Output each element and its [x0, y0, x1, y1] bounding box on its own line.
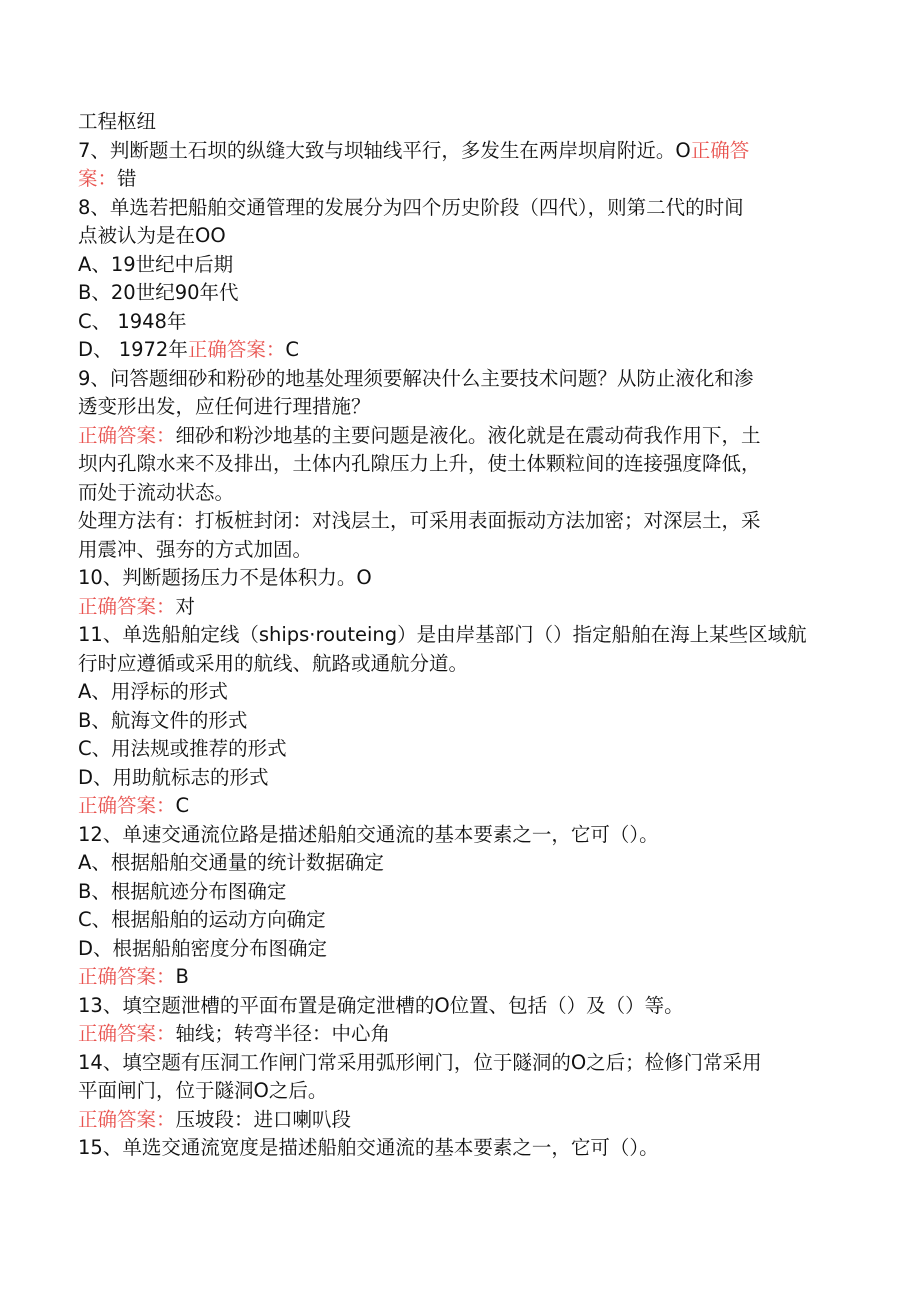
line-text: 13、填空题泄槽的平面布置是确定泄槽的O位置、包括（）及（）等。	[78, 993, 684, 1017]
answer-line	[78, 963, 838, 992]
text-line	[78, 393, 838, 422]
line-text: 坝内孔隙水来不及排出，土体内孔隙压力上升，使土体颗粒间的连接强度降低，	[78, 452, 761, 475]
text-line	[78, 450, 838, 479]
answer-text: 对	[175, 594, 196, 618]
text-line	[78, 536, 838, 565]
answer-label: 正确答案：	[78, 965, 176, 988]
question-7	[78, 137, 838, 166]
line-text: A、用浮标的形式	[78, 680, 228, 703]
answer-line	[78, 1106, 838, 1135]
line-text: C、 1948年	[78, 309, 187, 333]
question-14	[78, 1049, 838, 1078]
option-b	[78, 878, 838, 907]
question-15	[78, 1134, 838, 1163]
answer-line	[78, 593, 838, 622]
answer-line	[78, 165, 838, 194]
text-line	[78, 479, 838, 508]
question-9	[78, 365, 838, 394]
line-text: B、20世纪90年代	[78, 281, 239, 304]
option-a	[78, 678, 838, 707]
line-text: 9、问答题细砂和粉砂的地基处理须要解决什么主要技术问题？从防止液化和渗	[78, 366, 754, 390]
answer-text: 错	[117, 167, 137, 190]
answer-line	[78, 422, 838, 451]
line-text: 用震冲、强夯的方式加固。	[78, 537, 313, 561]
line-text: 12、单速交通流位路是描述船舶交通流的基本要素之一，它可（）。	[78, 822, 659, 846]
line-text: 平面闸门，位于隧洞O之后。	[78, 1079, 328, 1102]
line-text: A、19世纪中后期	[78, 252, 234, 276]
answer-text: 压坡段：进口喇叭段	[175, 1107, 352, 1131]
line-text: 而处于流动状态。	[78, 480, 235, 504]
answer-label: 正确答案：	[78, 594, 176, 618]
answer-label: 正确答案：	[78, 423, 176, 447]
line-text: 行时应遵循或采用的航线、航路或通航分道。	[78, 651, 469, 675]
line-text: D、根据船舶密度分布图确定	[78, 936, 328, 960]
option-c	[78, 308, 838, 337]
line-text: C、用法规或推荐的形式	[78, 737, 287, 760]
answer-text: C	[175, 794, 190, 817]
line-text: 8、单选若把船舶交通管理的发展分为四个历史阶段（四代），则第二代的时间	[78, 195, 744, 219]
question-11	[78, 621, 838, 650]
line-text: C、根据船舶的运动方向确定	[78, 908, 326, 931]
answer-text: B	[175, 965, 189, 988]
text-line	[78, 1077, 838, 1106]
option-c	[78, 735, 838, 764]
line-text: D、用助航标志的形式	[78, 765, 269, 789]
answer-label: 正确答案：	[187, 338, 286, 361]
answer-text: C	[285, 338, 299, 361]
answer-label: 正确答案：	[78, 1107, 176, 1131]
line-text: 透变形出发，应任何进行理措施？	[78, 395, 371, 418]
text-line	[78, 222, 838, 251]
answer-label: 正确答案：	[78, 1022, 176, 1045]
line-text: B、根据航迹分布图确定	[78, 879, 287, 903]
option-b	[78, 707, 838, 736]
option-a	[78, 251, 838, 280]
line-text: 11、单选船舶定线（ships·routeing）是由岸基部门（）指定船舶在海上某些区域航	[78, 623, 807, 646]
question-10	[78, 564, 838, 593]
option-a	[78, 849, 838, 878]
answer-text: 轴线；转弯半径：中心角	[175, 1022, 391, 1045]
text-line	[78, 507, 838, 536]
line-text: 7、判断题土石坝的纵缝大致与坝轴线平行，多发生在两岸坝肩附近。O	[78, 138, 691, 162]
option-d	[78, 935, 838, 964]
line-text: 处理方法有：打板桩封闭：对浅层土，可采用表面振动方法加密；对深层土，采	[78, 509, 761, 532]
line-text: 15、单选交通流宽度是描述船舶交通流的基本要素之一，它可（）。	[78, 1136, 659, 1159]
text-line	[78, 650, 838, 679]
answer-label: 案：	[78, 167, 118, 190]
line-text: 14、填空题有压洞工作闸门常采用弧形闸门，位于隧洞的O之后；检修门常采用	[78, 1050, 762, 1074]
line-text: D、 1972年	[78, 338, 188, 361]
option-b	[78, 279, 838, 308]
answer-label: 正确答案：	[78, 794, 176, 817]
question-8	[78, 194, 838, 223]
answer-label: 正确答	[690, 138, 750, 162]
answer-line	[78, 1020, 838, 1049]
option-d	[78, 336, 838, 365]
question-12	[78, 821, 838, 850]
text-line	[78, 108, 838, 137]
option-d	[78, 764, 838, 793]
line-text: A、根据船舶交通量的统计数据确定	[78, 851, 384, 874]
line-text: 10、判断题扬压力不是体积力。O	[78, 566, 372, 589]
answer-line	[78, 792, 838, 821]
document-body	[78, 108, 838, 1163]
line-text: 工程枢纽	[78, 110, 157, 133]
option-c	[78, 906, 838, 935]
answer-text: 细砂和粉沙地基的主要问题是液化。液化就是在震动荷我作用下，土	[175, 423, 761, 447]
line-text: B、航海文件的形式	[78, 708, 248, 732]
line-text: 点被认为是在OO	[78, 224, 226, 247]
question-13	[78, 992, 838, 1021]
